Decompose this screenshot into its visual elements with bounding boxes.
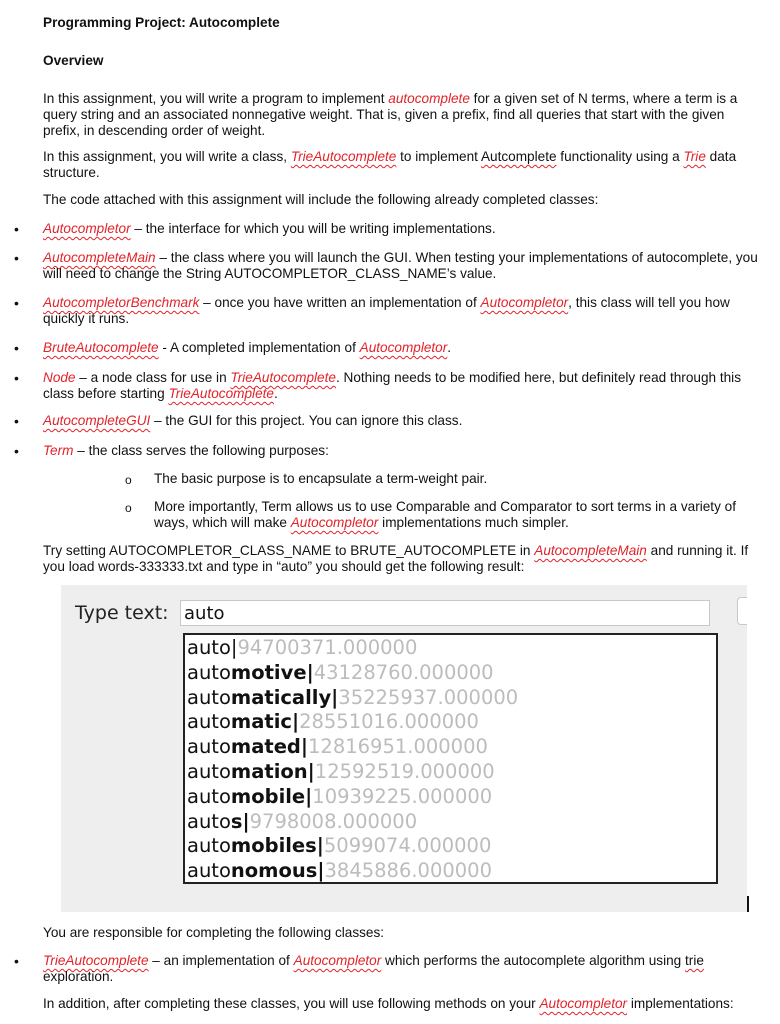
list-item: TrieAutocomplete – an implementation of Autocompletor which performs the autocomplete algorithm using trie exploration.: [43, 953, 704, 984]
suggestion-list: [183, 633, 718, 884]
list-item: AutocompleteMain – the class where you will launch the GUI. When testing your implementations of autocomplete, you will need to change the String AUTOCOMPLETOR_CLASS_NAME’s value.: [43, 250, 758, 281]
suggestion-row[interactable]: auto|94700371.000000: [187, 636, 418, 659]
trieautocomplete-ref: TrieAutocomplete: [290, 149, 397, 164]
text-cursor: [747, 896, 749, 912]
sub-list-item: More importantly, Term allows us to use Comparable and Comparator to sort terms in a variety of ways, which will make Autocompletor implementations much simpler.: [154, 499, 736, 530]
list-item: Autocompletor – the interface for which you will be writing implementations.: [43, 221, 496, 236]
bullet-icon: [14, 370, 24, 386]
autocomplete-gui-screenshot: [61, 585, 747, 912]
intro-paragraph: In this assignment, you will write a program to implement autocomplete for a given set of N terms, where a term is a query string and an associated nonnegative weight. That is, given a prefix, find all queries that start with the given prefix, in descending order of weight.: [43, 91, 738, 138]
sub-list-item: The basic purpose is to encapsulate a term-weight pair.: [154, 471, 488, 486]
sub-bullet-icon: [125, 500, 135, 516]
bullet-icon: [14, 221, 24, 237]
suggestion-row[interactable]: automatic|28551016.000000: [187, 710, 479, 734]
bullet-icon: [14, 413, 24, 429]
suggestion-row[interactable]: autos|9798008.000000: [187, 809, 418, 833]
overview-heading: Overview: [43, 53, 104, 68]
suggestion-row[interactable]: autonomous|3845886.000000: [187, 859, 492, 883]
suggestion-row[interactable]: automation|12592519.000000: [187, 759, 495, 783]
list-item: AutocompletorBenchmark – once you have written an implementation of Autocompletor, this class will tell you how quickly it runs.: [43, 295, 730, 326]
search-input[interactable]: auto: [180, 600, 710, 626]
try-paragraph: Try setting AUTOCOMPLETOR_CLASS_NAME to BRUTE_AUTOCOMPLETE in AutocompleteMain and running it. If you load words-333333.txt and type in “auto” you should get the following result:: [43, 543, 749, 574]
list-item: Term – the class serves the following purposes:: [43, 443, 329, 458]
suggestion-row[interactable]: automatically|35225937.000000: [187, 685, 519, 709]
type-text-label: Type text:: [75, 602, 169, 624]
bullet-icon: [14, 295, 24, 311]
side-button[interactable]: [737, 597, 747, 625]
list-item: Node – a node class for use in TrieAutocomplete. Nothing needs to be modified here, but definitely read through this class before starting TrieAutocomplete.: [43, 370, 742, 401]
completed-classes-intro: The code attached with this assignment will include the following already completed classes:: [43, 192, 599, 207]
bullet-icon: [14, 953, 24, 969]
final-paragraph: In addition, after completing these classes, you will use following methods on your Autocompletor implementations:: [43, 996, 734, 1011]
suggestion-row[interactable]: automated|12816951.000000: [187, 735, 488, 759]
suggestion-row[interactable]: automotive|43128760.000000: [187, 660, 494, 684]
list-item: BruteAutocomplete - A completed implementation of Autocompletor.: [43, 340, 452, 355]
bullet-icon: [14, 443, 24, 459]
class-paragraph: In this assignment, you will write a class, TrieAutocomplete to implement Autcomplete functionality using a Trie data structure.: [43, 149, 737, 180]
page-title: Programming Project: Autocomplete: [43, 15, 280, 30]
responsible-paragraph: You are responsible for completing the following classes:: [43, 925, 385, 940]
sub-bullet-icon: [125, 472, 135, 488]
bullet-icon: [14, 250, 24, 266]
suggestion-row[interactable]: automobile|10939225.000000: [187, 784, 493, 808]
suggestion-row[interactable]: automobiles|5099074.000000: [187, 834, 492, 858]
list-item: AutocompleteGUI – the GUI for this project. You can ignore this class.: [43, 413, 463, 428]
bullet-icon: [14, 340, 24, 356]
autocomplete-keyword: autocomplete: [388, 91, 470, 106]
